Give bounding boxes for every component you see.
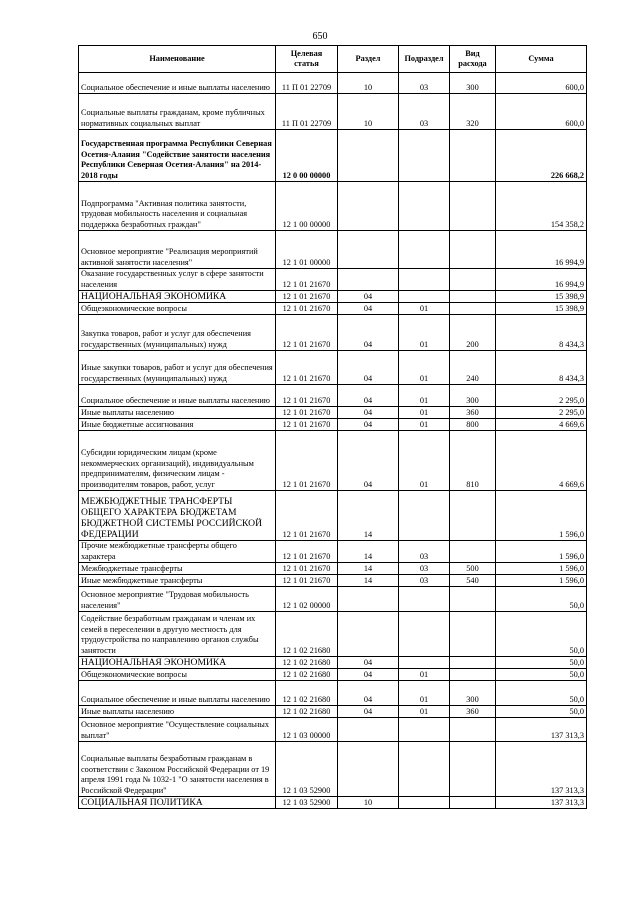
cell-sum: 15 398,9 — [496, 303, 587, 315]
table-row — [79, 797, 587, 809]
table-row — [79, 315, 587, 351]
table-row — [79, 563, 587, 575]
cell-section: 10 — [338, 797, 399, 809]
table-row — [79, 231, 587, 269]
cell-sum: 50,0 — [496, 669, 587, 681]
cell-subsection — [399, 587, 450, 612]
cell-target-article: 12 1 01 21670 — [276, 541, 338, 563]
cell-sum: 8 434,3 — [496, 351, 587, 385]
table-header-row — [79, 46, 587, 73]
cell-expense-kind: 320 — [450, 94, 496, 130]
cell-subsection — [399, 491, 450, 541]
cell-name: Иные выплаты населению — [79, 706, 276, 718]
cell-section: 10 — [338, 94, 399, 130]
cell-target-article: 12 1 01 21670 — [276, 351, 338, 385]
table-row — [79, 407, 587, 419]
table-row — [79, 541, 587, 563]
cell-target-article: 12 1 00 00000 — [276, 182, 338, 231]
cell-name: НАЦИОНАЛЬНАЯ ЭКОНОМИКА — [79, 291, 276, 303]
cell-expense-kind — [450, 669, 496, 681]
cell-target-article: 12 1 01 21670 — [276, 419, 338, 431]
header-subsection: Подраздел — [399, 46, 450, 73]
cell-expense-kind — [450, 130, 496, 182]
cell-target-article: 12 1 01 00000 — [276, 231, 338, 269]
cell-section: 04 — [338, 303, 399, 315]
header-sum: Сумма — [496, 46, 587, 73]
cell-subsection: 01 — [399, 385, 450, 407]
cell-section: 04 — [338, 291, 399, 303]
cell-target-article: 12 1 02 21680 — [276, 681, 338, 706]
cell-target-article: 12 1 03 52900 — [276, 797, 338, 809]
cell-target-article: 12 1 02 21680 — [276, 669, 338, 681]
cell-expense-kind — [450, 797, 496, 809]
cell-expense-kind: 200 — [450, 315, 496, 351]
cell-expense-kind — [450, 541, 496, 563]
cell-sum: 50,0 — [496, 612, 587, 657]
cell-sum: 1 596,0 — [496, 491, 587, 541]
header-target-article: Целевая статья — [276, 46, 338, 73]
cell-subsection: 03 — [399, 73, 450, 94]
cell-subsection — [399, 291, 450, 303]
cell-subsection: 01 — [399, 669, 450, 681]
table-row — [79, 431, 587, 491]
table-row — [79, 587, 587, 612]
cell-target-article: 12 1 01 21670 — [276, 269, 338, 291]
cell-expense-kind — [450, 269, 496, 291]
cell-name: Иные межбюджетные трансферты — [79, 575, 276, 587]
cell-subsection — [399, 612, 450, 657]
header-name: Наименование — [79, 46, 276, 73]
cell-section: 14 — [338, 491, 399, 541]
cell-section — [338, 587, 399, 612]
cell-subsection — [399, 718, 450, 742]
table-row — [79, 718, 587, 742]
cell-name: Социальное обеспечение и иные выплаты населению — [79, 73, 276, 94]
cell-sum: 50,0 — [496, 587, 587, 612]
cell-section — [338, 742, 399, 797]
cell-subsection — [399, 269, 450, 291]
cell-subsection: 01 — [399, 303, 450, 315]
cell-target-article: 12 1 01 21670 — [276, 303, 338, 315]
cell-name: Основное мероприятие "Реализация мероприятий активной занятости населения" — [79, 231, 276, 269]
cell-subsection: 03 — [399, 94, 450, 130]
table-row — [79, 303, 587, 315]
cell-section — [338, 130, 399, 182]
cell-subsection: 01 — [399, 351, 450, 385]
cell-subsection — [399, 742, 450, 797]
cell-target-article: 12 1 03 00000 — [276, 718, 338, 742]
cell-sum: 137 313,3 — [496, 742, 587, 797]
cell-target-article: 12 1 01 21670 — [276, 315, 338, 351]
cell-sum: 1 596,0 — [496, 575, 587, 587]
cell-subsection: 01 — [399, 315, 450, 351]
cell-sum: 4 669,6 — [496, 419, 587, 431]
cell-sum: 600,0 — [496, 73, 587, 94]
table-row — [79, 419, 587, 431]
cell-section: 10 — [338, 73, 399, 94]
cell-expense-kind — [450, 231, 496, 269]
table-row — [79, 706, 587, 718]
cell-expense-kind: 360 — [450, 706, 496, 718]
cell-section: 04 — [338, 351, 399, 385]
cell-expense-kind — [450, 742, 496, 797]
cell-section — [338, 612, 399, 657]
table-row — [79, 491, 587, 541]
cell-target-article: 12 0 00 00000 — [276, 130, 338, 182]
cell-subsection — [399, 231, 450, 269]
cell-name: Основное мероприятие "Осуществление социальных выплат" — [79, 718, 276, 742]
cell-expense-kind — [450, 612, 496, 657]
cell-name: Подпрограмма "Активная политика занятости, трудовая мобильность населения и социальная поддержка безработных граждан" — [79, 182, 276, 231]
cell-sum: 1 596,0 — [496, 541, 587, 563]
cell-name: Иные закупки товаров, работ и услуг для обеспечения государственных (муниципальных) нужд — [79, 351, 276, 385]
cell-sum: 154 358,2 — [496, 182, 587, 231]
cell-name: Общеэкономические вопросы — [79, 303, 276, 315]
cell-section: 04 — [338, 669, 399, 681]
table-row — [79, 351, 587, 385]
cell-section: 04 — [338, 431, 399, 491]
cell-name: СОЦИАЛЬНАЯ ПОЛИТИКА — [79, 797, 276, 809]
cell-expense-kind: 300 — [450, 73, 496, 94]
cell-target-article: 12 1 01 21670 — [276, 431, 338, 491]
cell-sum: 8 434,3 — [496, 315, 587, 351]
table-row — [79, 657, 587, 669]
cell-expense-kind: 360 — [450, 407, 496, 419]
cell-sum: 226 668,2 — [496, 130, 587, 182]
cell-name: НАЦИОНАЛЬНАЯ ЭКОНОМИКА — [79, 657, 276, 669]
table-row — [79, 182, 587, 231]
cell-name: Социальные выплаты гражданам, кроме публичных нормативных социальных выплат — [79, 94, 276, 130]
cell-subsection — [399, 657, 450, 669]
table-row — [79, 94, 587, 130]
cell-section: 04 — [338, 657, 399, 669]
cell-name: Оказание государственных услуг в сфере занятости населения — [79, 269, 276, 291]
cell-name: Государственная программа Республики Северная Осетия-Алания "Содействие занятости населения Республики Северная Осетия-Алания" на 2014-2018 годы — [79, 130, 276, 182]
header-section: Раздел — [338, 46, 399, 73]
cell-name: Прочие межбюджетные трансферты общего характера — [79, 541, 276, 563]
table-row — [79, 269, 587, 291]
cell-section: 14 — [338, 563, 399, 575]
cell-target-article: 12 1 02 21680 — [276, 612, 338, 657]
cell-sum: 50,0 — [496, 657, 587, 669]
cell-subsection — [399, 182, 450, 231]
cell-section: 04 — [338, 407, 399, 419]
cell-sum: 2 295,0 — [496, 407, 587, 419]
cell-target-article: 12 1 02 21680 — [276, 706, 338, 718]
table-row — [79, 130, 587, 182]
cell-expense-kind: 810 — [450, 431, 496, 491]
cell-sum: 16 994,9 — [496, 231, 587, 269]
cell-subsection: 03 — [399, 575, 450, 587]
cell-subsection — [399, 797, 450, 809]
cell-expense-kind: 500 — [450, 563, 496, 575]
cell-sum: 137 313,3 — [496, 797, 587, 809]
cell-name: Межбюджетные трансферты — [79, 563, 276, 575]
cell-name: Иные бюджетные ассигнования — [79, 419, 276, 431]
cell-section — [338, 182, 399, 231]
cell-sum: 1 596,0 — [496, 563, 587, 575]
cell-section: 04 — [338, 706, 399, 718]
table-body — [79, 73, 587, 809]
cell-section: 04 — [338, 681, 399, 706]
cell-expense-kind — [450, 182, 496, 231]
cell-target-article: 11 П 01 22709 — [276, 94, 338, 130]
table-row — [79, 612, 587, 657]
cell-target-article: 11 П 01 22709 — [276, 73, 338, 94]
table-row — [79, 291, 587, 303]
cell-name: Социальное обеспечение и иные выплаты населению — [79, 681, 276, 706]
cell-expense-kind — [450, 491, 496, 541]
cell-expense-kind — [450, 291, 496, 303]
cell-section — [338, 269, 399, 291]
budget-table — [78, 45, 587, 809]
cell-section: 14 — [338, 575, 399, 587]
table-row — [79, 669, 587, 681]
cell-expense-kind: 800 — [450, 419, 496, 431]
cell-sum: 2 295,0 — [496, 385, 587, 407]
cell-target-article: 12 1 02 21680 — [276, 657, 338, 669]
cell-name: МЕЖБЮДЖЕТНЫЕ ТРАНСФЕРТЫ ОБЩЕГО ХАРАКТЕРА БЮДЖЕТАМ БЮДЖЕТНОЙ СИСТЕМЫ РОССИЙСКОЙ ФЕДЕРАЦИИ — [79, 491, 276, 541]
cell-expense-kind — [450, 303, 496, 315]
cell-name: Основное мероприятие "Трудовая мобильность населения" — [79, 587, 276, 612]
cell-expense-kind — [450, 657, 496, 669]
cell-target-article: 12 1 01 21670 — [276, 491, 338, 541]
cell-target-article: 12 1 01 21670 — [276, 563, 338, 575]
cell-sum: 50,0 — [496, 706, 587, 718]
cell-target-article: 12 1 01 21670 — [276, 575, 338, 587]
table-row — [79, 575, 587, 587]
cell-target-article: 12 1 02 00000 — [276, 587, 338, 612]
cell-expense-kind: 240 — [450, 351, 496, 385]
cell-section: 04 — [338, 315, 399, 351]
cell-section — [338, 718, 399, 742]
cell-name: Иные выплаты населению — [79, 407, 276, 419]
cell-target-article: 12 1 01 21670 — [276, 407, 338, 419]
cell-expense-kind: 300 — [450, 681, 496, 706]
cell-name: Закупка товаров, работ и услуг для обеспечения государственных (муниципальных) нужд — [79, 315, 276, 351]
cell-section: 04 — [338, 385, 399, 407]
cell-section: 04 — [338, 419, 399, 431]
cell-expense-kind: 540 — [450, 575, 496, 587]
cell-name: Субсидии юридическим лицам (кроме некоммерческих организаций), индивидуальным предпринимателям, физическим лицам - производителям товаров, работ, услуг — [79, 431, 276, 491]
cell-subsection: 01 — [399, 681, 450, 706]
cell-subsection: 03 — [399, 541, 450, 563]
cell-expense-kind — [450, 587, 496, 612]
table-row — [79, 385, 587, 407]
page-number: 650 — [312, 31, 328, 42]
cell-sum: 50,0 — [496, 681, 587, 706]
cell-name: Содействие безработным гражданам и членам их семей в переселении в другую местность для трудоустройства по направлению органов службы занятости — [79, 612, 276, 657]
cell-subsection: 01 — [399, 431, 450, 491]
cell-sum: 600,0 — [496, 94, 587, 130]
cell-name: Общеэкономические вопросы — [79, 669, 276, 681]
cell-sum: 15 398,9 — [496, 291, 587, 303]
cell-section — [338, 231, 399, 269]
cell-sum: 137 313,3 — [496, 718, 587, 742]
cell-subsection: 01 — [399, 706, 450, 718]
cell-subsection: 03 — [399, 563, 450, 575]
cell-target-article: 12 1 03 52900 — [276, 742, 338, 797]
cell-subsection — [399, 130, 450, 182]
table-row — [79, 681, 587, 706]
cell-subsection: 01 — [399, 407, 450, 419]
cell-expense-kind: 300 — [450, 385, 496, 407]
table-row — [79, 73, 587, 94]
table-row — [79, 742, 587, 797]
cell-expense-kind — [450, 718, 496, 742]
cell-sum: 4 669,6 — [496, 431, 587, 491]
cell-target-article: 12 1 01 21670 — [276, 385, 338, 407]
cell-target-article: 12 1 01 21670 — [276, 291, 338, 303]
cell-sum: 16 994,9 — [496, 269, 587, 291]
cell-subsection: 01 — [399, 419, 450, 431]
cell-section: 14 — [338, 541, 399, 563]
header-expense-kind: Вид расхода — [450, 46, 496, 73]
cell-name: Социальные выплаты безработным гражданам в соответствии с Законом Российской Федерации от 19 апреля 1991 года № 1032-1 "О занятости населения в Российской Федерации" — [79, 742, 276, 797]
cell-name: Социальное обеспечение и иные выплаты населению — [79, 385, 276, 407]
